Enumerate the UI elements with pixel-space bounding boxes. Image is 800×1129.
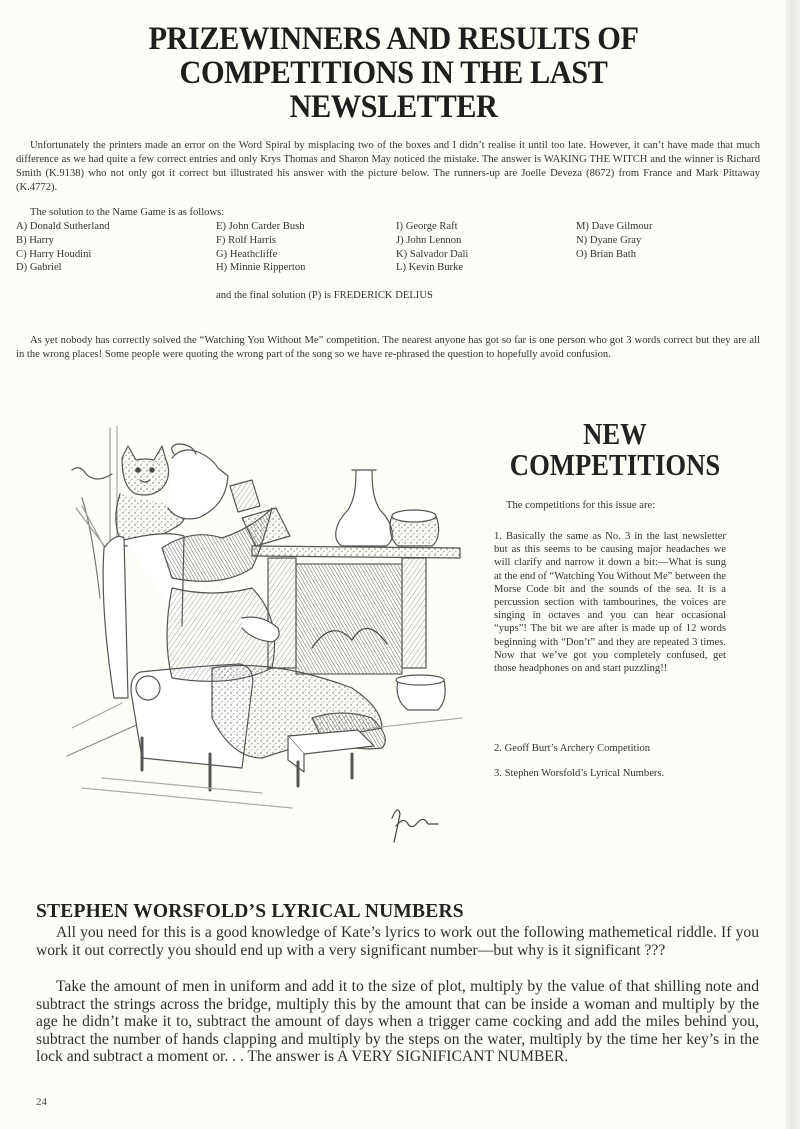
competition-item: 1. Basically the same as No. 3 in the last newsletter but as this seems to be causing major headaches we will clarify and narrow it down a bit:—What is sung at the end of “Watching You Without Me” between the Morse Code bit and the sounds of the sea. It is a percussion section with tambourines, the voices are singing in octaves and you can hear occasional “yups”! The bit we are after is made up of 12 words beginning with “Don’t” and they are repeated 3 times. Now that we’ve got you completely confused, get those headphones on and start puzzling!! [494, 531, 726, 675]
title-line: NEWSLETTER [289, 89, 498, 125]
name-answer: D) Gabriel [16, 262, 62, 274]
artist-signature [392, 810, 438, 842]
name-answer: B) Harry [16, 234, 54, 246]
name-game-final-solution: and the final solution (P) is FREDERICK DELIUS [216, 290, 433, 301]
name-answer: A) Donald Sutherland [16, 221, 110, 232]
heading-line: NEW [583, 416, 647, 451]
competition-item: 2. Geoff Burt’s Archery Competition [494, 743, 651, 754]
title-line: COMPETITIONS IN THE LAST [179, 55, 608, 91]
page-title [31, 22, 755, 124]
name-column [216, 220, 305, 275]
name-answer: O) Brian Bath [576, 248, 637, 260]
competition-item: 3. Stephen Worsfold’s Lyrical Numbers. [494, 768, 665, 779]
name-answer: H) Minnie Ripperton [216, 262, 306, 274]
name-answer: I) George Raft [396, 221, 458, 232]
name-answer: G) Heathcliffe [216, 248, 278, 260]
witch-icon [162, 508, 279, 681]
title-line: PRIZEWINNERS AND RESULTS OF [148, 21, 639, 57]
pot-icon [390, 510, 439, 546]
competitions-intro: The competitions for this issue are: [506, 500, 656, 511]
page-number: 24 [36, 1096, 47, 1108]
name-answer: M) Dave Gilmour [576, 221, 653, 232]
vase-icon [336, 470, 393, 546]
watching-you-paragraph: As yet nobody has correctly solved the “Watching You Without Me” competition. The nearest anyone has got so far is one person who got 3 words correct but they are all in the wrong places! Some people were quoting the wrong part of the song so we have re-phrased the question to hopefully avoid confusion. [16, 335, 760, 360]
name-answer: K) Salvador Dali [396, 248, 469, 260]
name-column [396, 220, 468, 275]
name-column [16, 220, 110, 275]
bowl-icon [396, 675, 445, 710]
kettle-icon [168, 444, 228, 519]
footstool-icon [288, 730, 374, 786]
witch-illustration [62, 398, 480, 856]
name-game-intro: The solution to the Name Game is as follows: [30, 207, 225, 218]
page-gutter [786, 0, 800, 1129]
heading-line: COMPETITIONS [509, 447, 721, 482]
lyrical-numbers-riddle: Take the amount of men in uniform and add it to the size of plot, multiply by the value of that shilling note and subtract the strings across the bridge, multiply this by the amount that can be inside a woman and multiply by the age he didn’t make it to, subtract the amount of days when a trigger came cocking and add the miles behind you, subtract the number of hands clapping and multiply by the steps on the water, multiply by the time her key’s in the lock and subtract a moment or. . . The answer is A VERY SIGNIFICANT NUMBER. [36, 978, 759, 1066]
name-answer: L) Kevin Burke [396, 262, 464, 274]
lyrical-numbers-heading: STEPHEN WORSFOLD’S LYRICAL NUMBERS [36, 901, 464, 922]
new-competitions-heading [504, 418, 726, 480]
name-answer: N) Dyane Gray [576, 234, 642, 246]
fireplace-icon [252, 546, 460, 674]
lyrical-numbers-intro: All you need for this is a good knowledge of Kate’s lyrics to work out the following mathemetical riddle. If you work it out correctly you should end up with a very significant number—but why is it significant ??? [36, 924, 759, 959]
name-answer: E) John Carder Bush [216, 221, 305, 232]
results-intro-paragraph: Unfortunately the printers made an error on the Word Spiral by misplacing two of the boxes and I didn’t realise it until too late. However, it can’t have made that much difference as we had quite a few correct entries and only Krys Thomas and Sharon May noticed the mistake. The answer is WAKING THE WITCH and the winner is Richard Smith (K.9138) who not only got it correct but illustrated his answer with the picture below. The runners-up are Joelle Deveza (8672) from France and Mark Pittaway (K.4772). [16, 140, 760, 193]
name-answer: F) Rolf Harris [216, 234, 277, 246]
name-answer: C) Harry Houdini [16, 248, 92, 260]
name-answer: J) John Lennon [396, 234, 462, 246]
name-column [576, 220, 653, 261]
cat-icon [72, 446, 185, 546]
